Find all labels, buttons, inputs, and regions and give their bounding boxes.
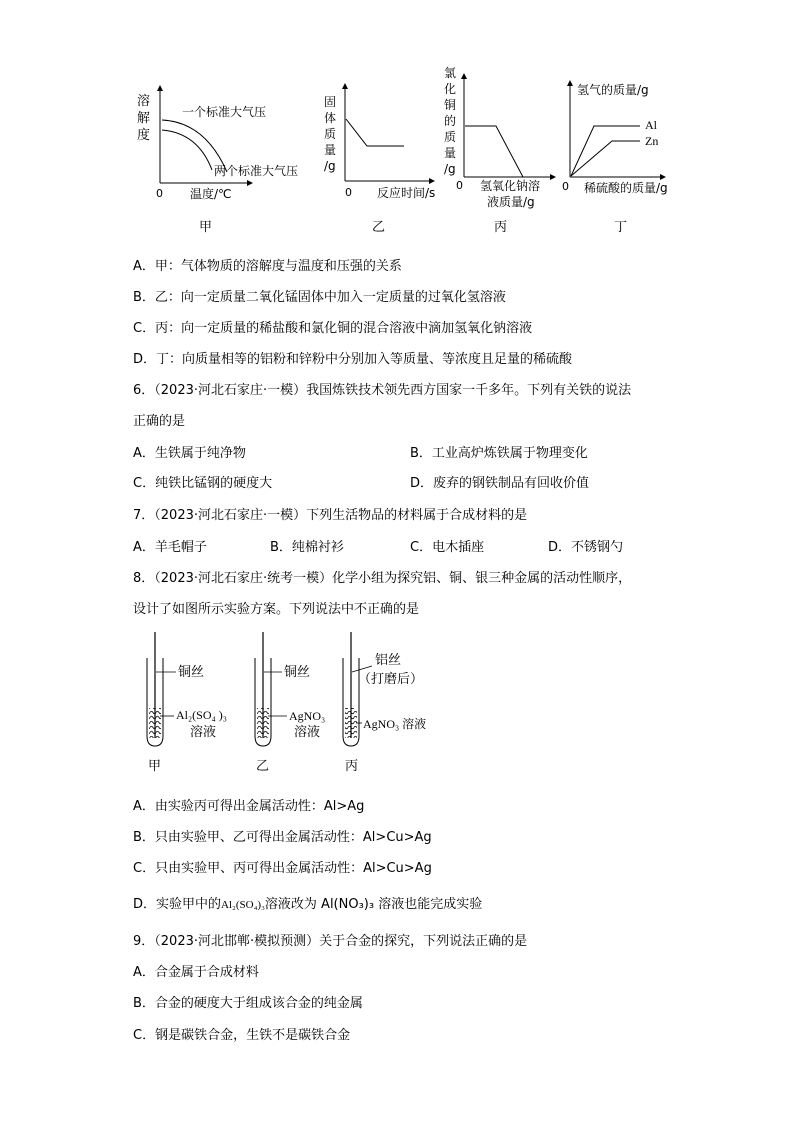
tube-jia-sol-label-1: Al₂(SO₄ )₃ — [176, 708, 227, 722]
tube-yi-caption: 乙 — [256, 759, 270, 774]
q5-option-b: B．乙：向一定质量二氧化锰固体中加入一定质量的过氧化氢溶液 — [133, 290, 506, 305]
q7-option-a: A．羊毛帽子 — [133, 540, 207, 555]
test-tube-yi — [255, 632, 325, 774]
q8-stem-line2: 设计了如图所示实验方案。下列说法中不正确的是 — [133, 602, 420, 617]
q8-option-b: B．只由实验甲、乙可得出金属活动性：Al>Cu>Ag — [133, 830, 432, 845]
q8-option-a: A．由实验丙可得出金属活动性：Al>Ag — [133, 799, 365, 814]
tube-jia-sol-label-2: 溶液 — [190, 725, 217, 740]
q9-option-b: B．合金的硬度大于组成该合金的纯金属 — [133, 996, 363, 1011]
graph-bing-line — [465, 126, 523, 177]
graph-bing-y-label-7: /g — [444, 162, 456, 176]
tube-bing-wire-label-2: （打磨后） — [358, 672, 424, 687]
graph-ding-origin: 0 — [562, 180, 569, 193]
tube-yi-coil — [257, 708, 269, 738]
q9-stem: 9．（2023·河北邯郸·模拟预测）关于合金的探究，下列说法正确的是 — [133, 934, 528, 949]
graph-bing-y-label-1: 氯 — [444, 66, 457, 80]
test-tube-jia — [147, 632, 227, 774]
graph-jia-y-label-3: 度 — [137, 128, 151, 143]
q6-stem-line1: 6．（2023·河北石家庄·一模）我国炼铁技术领先西方国家一千多年。下列有关铁的说法 — [133, 383, 632, 398]
graph-ding-line-zn — [571, 141, 640, 176]
graph-bing — [444, 66, 553, 235]
tube-bing-wire-label-1: 铝丝 — [375, 653, 402, 668]
q8-option-c: C．只由实验甲、丙可得出金属活动性：Al>Cu>Ag — [133, 861, 432, 876]
q5-option-d: D．丁：向质量相等的铝粉和锌粉中分别加入等质量、等浓度且足量的稀硫酸 — [133, 352, 573, 367]
q7-option-d: D．不锈钢勺 — [548, 540, 624, 555]
q6-option-a: A．生铁属于纯净物 — [133, 446, 246, 461]
graph-bing-y-label-4: 的 — [444, 114, 457, 128]
graph-yi-line — [346, 119, 404, 146]
q9-option-c: C．钢是碳铁合金，生铁不是碳铁合金 — [133, 1028, 351, 1043]
graph-yi-y-label-4: 量 — [324, 143, 337, 157]
q8-option-d — [133, 893, 482, 912]
graph-yi-y-label-3: 质 — [324, 127, 337, 141]
graph-jia-caption: 甲 — [199, 220, 213, 235]
graph-yi-caption: 乙 — [372, 220, 386, 235]
graph-yi-origin: 0 — [345, 186, 352, 199]
graph-jia-curve1-label: 一个标准大气压 — [182, 105, 267, 119]
graph-bing-y-label-6: 量 — [444, 146, 457, 160]
tube-bing-sol-label: AgNO₃ 溶液 — [363, 717, 427, 731]
graph-yi-y-label-1: 固 — [324, 95, 337, 109]
graph-jia-y-label-1: 溶 — [137, 94, 151, 109]
graph-jia — [137, 88, 298, 235]
graph-bing-y-label-2: 化 — [444, 82, 457, 96]
q8-experiment-figure — [0, 630, 794, 790]
graph-yi-x-label: 反应时间/s — [377, 186, 436, 200]
graph-yi-y-label-5: /g — [324, 159, 336, 173]
tube-bing-coil — [345, 708, 357, 738]
graph-bing-caption: 丙 — [494, 220, 508, 235]
graph-bing-x-label-2: 液质量/g — [487, 195, 535, 209]
graph-ding-x-label: 稀硫酸的质量/g — [584, 181, 668, 195]
graph-yi-y-label-2: 体 — [324, 111, 337, 125]
tube-jia-wire-label: 铜丝 — [178, 665, 205, 680]
q5-option-c: C．丙：向一定质量的稀盐酸和氯化铜的混合溶液中滴加氢氧化钠溶液 — [133, 321, 533, 336]
graph-ding-line-al — [571, 126, 640, 176]
tube-yi-wire-label: 铜丝 — [284, 665, 311, 680]
graph-bing-x-label-1: 氢氧化钠溶 — [480, 179, 541, 193]
q8-option-d-prefix: D．实验甲中的 — [133, 897, 222, 912]
q7-option-c: C．电木插座 — [410, 540, 485, 555]
tube-bing-caption: 丙 — [345, 759, 359, 774]
q8-option-d-formula: Al₂(SO₄)₃ — [221, 899, 265, 911]
q6-option-c: C．纯铁比锰钢的硬度大 — [133, 476, 273, 491]
q6-stem-line2: 正确的是 — [133, 414, 186, 429]
graph-ding-caption: 丁 — [614, 220, 628, 235]
graph-yi — [324, 86, 435, 235]
q9-option-a: A．合金属于合成材料 — [133, 965, 259, 980]
graphs-figure — [0, 0, 794, 240]
graph-jia-y-label-2: 解 — [137, 111, 151, 126]
graph-jia-curve-2atm — [162, 130, 212, 170]
q7-option-b: B．纯棉衬衫 — [270, 540, 344, 555]
graph-jia-x-label: 温度/℃ — [190, 187, 232, 201]
q5-option-a: A．甲：气体物质的溶解度与温度和压强的关系 — [133, 259, 402, 274]
graph-jia-origin: 0 — [156, 187, 163, 200]
graph-bing-origin: 0 — [456, 179, 463, 192]
graph-ding — [562, 82, 668, 235]
q7-stem: 7．（2023·河北石家庄·一模）下列生活物品的材料属于合成材料的是 — [133, 508, 528, 523]
graph-jia-curve2-label: 两个标准大气压 — [214, 164, 299, 178]
q6-option-b: B．工业高炉炼铁属于物理变化 — [410, 446, 588, 461]
graph-ding-label-zn: Zn — [645, 134, 659, 148]
test-tube-bing — [343, 632, 426, 774]
tube-yi-sol-label-2: 溶液 — [294, 725, 321, 740]
tube-yi-sol-label-1: AgNO₃ — [289, 709, 326, 723]
graph-ding-label-al: Al — [645, 118, 657, 132]
q8-option-d-suffix: 溶液改为 Al(NO₃)₃ 溶液也能完成实验 — [264, 897, 483, 912]
q8-stem-line1: 8．（2023·河北石家庄·统考一模）化学小组为探究铝、铜、银三种金属的活动性顺序， — [133, 571, 632, 586]
tube-jia-caption: 甲 — [148, 759, 162, 774]
graph-ding-y-label: 氢气的质量/g — [577, 83, 649, 97]
q6-option-d: D．废弃的钢铁制品有回收价值 — [410, 476, 590, 491]
tube-jia-coil — [149, 708, 161, 738]
graph-bing-y-label-3: 铜 — [444, 98, 457, 112]
graph-bing-y-label-5: 质 — [444, 130, 457, 144]
